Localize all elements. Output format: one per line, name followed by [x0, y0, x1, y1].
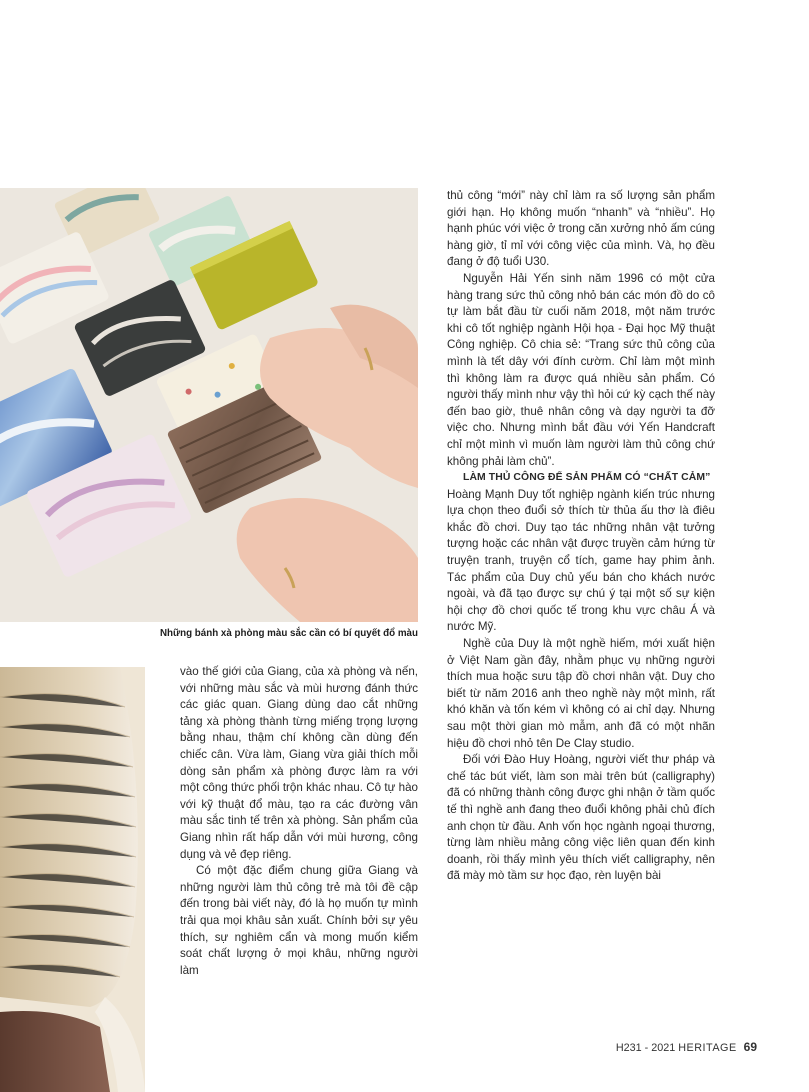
- photo-caption: Những bánh xà phòng màu sắc cần có bí quyết đổ màu: [159, 628, 418, 639]
- thread-photo: [0, 667, 145, 1092]
- thread-spool-illustration: [0, 667, 145, 1092]
- right-column: [447, 188, 715, 885]
- middle-column: [180, 664, 418, 979]
- paragraph: thủ công “mới” này chỉ làm ra số lượng sản phẩm giới hạn. Họ không muốn “nhanh” và “nhiều”. Họ hạnh phúc với việc ở trong căn xưởng nhỏ ấm cúng hàng giờ, tỉ mỉ với công việc của mình. Và, họ đều đang ở độ tuổi U30.: [447, 189, 715, 269]
- paragraph: vào thế giới của Giang, của xà phòng và nến, với những màu sắc và mùi hương đánh thức các giác quan. Giang dùng dao cắt những tảng xà phòng thành từng miếng trọng lượng bằng nhau, thậm chí không cần dùng đến chiếc cân. Vừa làm, Giang vừa giải thích mỗi dòng sản phẩm xà phòng được làm ra với một công thức phối trộn khác nhau. Cô tự hào với kỹ thuật đổ màu, tạo ra các đường vân màu sắc tinh tế trên xà phòng. Sản phẩm của Giang nhìn rất hấp dẫn với mùi hương, công dụng và vẻ đẹp riêng.: [180, 665, 418, 861]
- page-footer: [616, 1040, 757, 1054]
- issue-number: H231 - 2021: [615, 1042, 676, 1054]
- paragraph: Nghề của Duy là một nghề hiếm, mới xuất hiện ở Việt Nam gần đây, nhằm phục vụ những người thích mua hoặc sưu tập đồ chơi nhân vật. Duy cho biết từ năm 2016 anh theo nghề này một mình, rất khó khăn và tốn kém vì không có ai chỉ dạy. Nhưng sau một thời gian mò mẫm, anh đã có một nhãn hiệu đồ chơi nhỏ tên De Clay studio.: [447, 637, 715, 750]
- paragraph: Có một đặc điểm chung giữa Giang và những người làm thủ công trẻ mà tôi đề cập đến trong bài viết này, đó là họ muốn tự mình trải qua mọi khâu sản xuất. Chính bởi sự yêu thích, sự nghiêm cẩn và mong muốn kiểm soát chất lượng ở mọi khâu, những người làm: [180, 864, 418, 977]
- section-heading: LÀM THỦ CÔNG ĐỂ SẢN PHẨM CÓ “CHẤT CẢM”: [463, 472, 711, 484]
- page-number: 69: [743, 1040, 757, 1054]
- soap-illustration: [0, 188, 418, 622]
- paragraph: Đối với Đào Huy Hoàng, người viết thư pháp và chế tác bút viết, làm son mài trên bút (calligraphy) đã có những thành công được ghi nhận ở tầm quốc tế thì nghề anh đang theo đuổi không phải chủ đích anh chọn từ đầu. Anh vốn học ngành ngoại thương, từng làm nhiều mảng công việc liên quan đến kinh doanh, rồi thấy mình yêu thích viết calligraphy, nên đã mày mò tầm sư học đạo, rèn luyện bài: [447, 753, 715, 883]
- paragraph: Hoàng Mạnh Duy tốt nghiệp ngành kiến trúc nhưng lựa chọn theo đuổi sở thích từ thủa ấu thơ là điêu khắc đồ chơi. Duy tạo tác những nhân vật tưởng tượng hoặc các nhân vật được truyền cảm hứng từ truyện tranh, truyện cổ tích, game hay phim ảnh. Tác phẩm của Duy chủ yếu bán cho khách nước ngoài, và đã tạo được sự chú ý tại một số sự kiện hội chợ đồ chơi quốc tế trong khu vực châu Á và nước Mỹ.: [447, 487, 715, 634]
- paragraph: Nguyễn Hải Yến sinh năm 1996 có một cửa hàng trang sức thủ công nhỏ bán các món đồ do cô tự làm bắt đầu từ cuối năm 2018, một năm trước khi cô tốt nghiệp ngành Hội họa - Đại học Mỹ thuật Công nghiệp. Cô chia sẻ: “Trang sức thủ công của mình là tết dây với đính cườm. Chỉ làm một mình thì không làm ra được quá nhiều sản phẩm. Có người thấy mình như vậy thì hỏi cứ kỳ cạch thế này đến bao giờ, thuê nhân công và dạy người ta đỡ việc cho. Nhưng mình bắt đầu với Yến Handcraft chỉ một mình vì muốn làm người làm thủ công chứ không phải làm chủ”.: [447, 271, 715, 468]
- magazine-name: HERITAGE: [678, 1042, 737, 1054]
- soap-photo: [0, 188, 418, 622]
